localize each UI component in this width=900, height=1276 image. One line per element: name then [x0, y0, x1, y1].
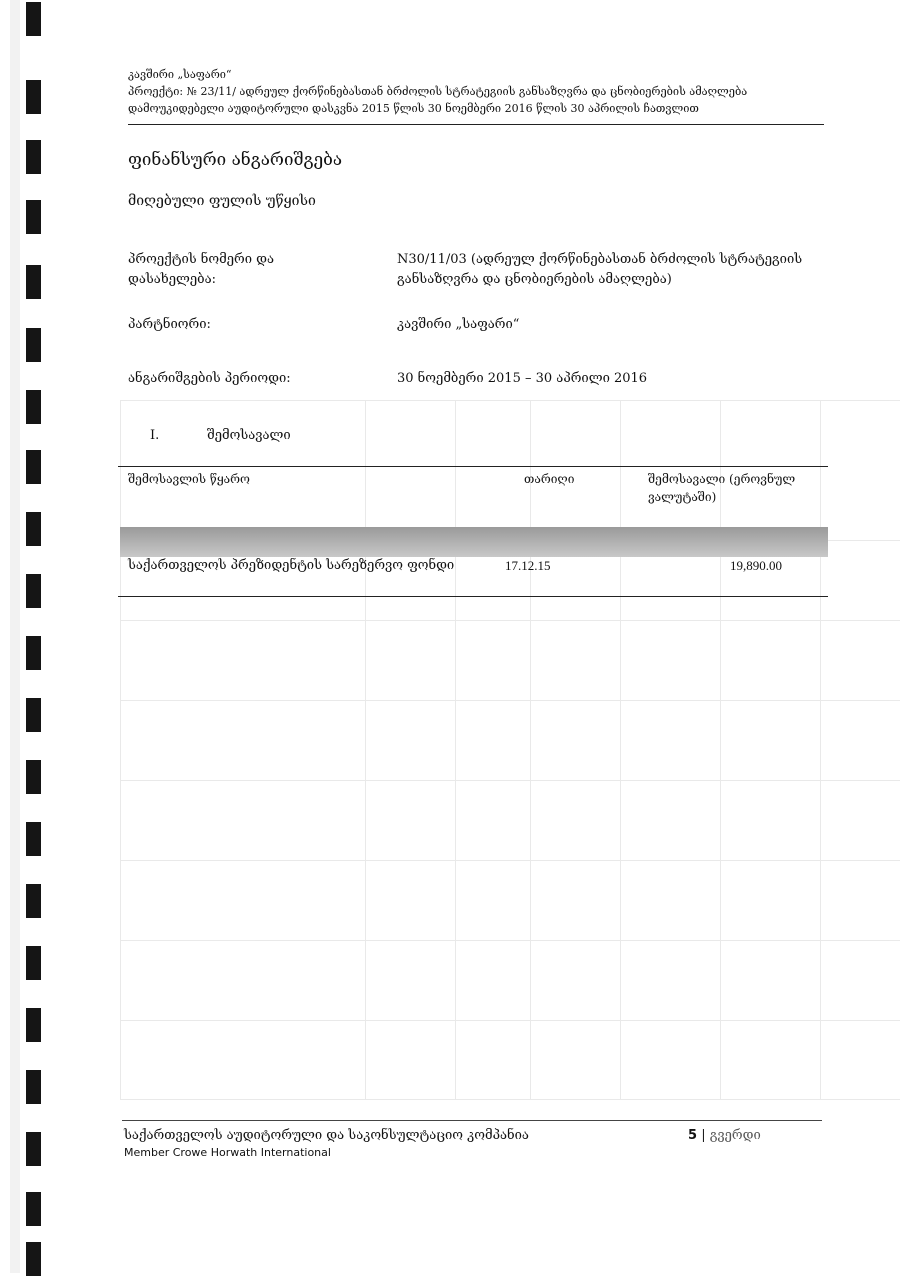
page-word: გვერდი [709, 1128, 761, 1143]
footer-member: Member Crowe Horwath International [124, 1146, 331, 1159]
binding-hole [26, 1070, 41, 1104]
page-separator: | [701, 1128, 710, 1143]
page-number [688, 1128, 761, 1143]
spiral-binding [0, 0, 60, 1273]
column-header-source: შემოსავლის წყარო [128, 472, 250, 486]
section-title: შემოსავალი [207, 428, 291, 443]
column-header-income: შემოსავალი (ეროვნულ ვალუტაში) [648, 472, 796, 504]
footer-company: საქართველოს აუდიტორული და საკონსულტაციო კომპანია [124, 1128, 529, 1143]
binding-hole [26, 1008, 41, 1042]
binding-hole [26, 1132, 41, 1166]
header-divider [128, 124, 824, 125]
section-number: I. [150, 428, 160, 443]
binding-hole [26, 1192, 41, 1226]
project-label: პროექტის ნომერი და დასახელება: [128, 252, 274, 287]
binding-spine [10, 0, 20, 1273]
document-header [128, 66, 828, 117]
binding-hole [26, 450, 41, 484]
row-amount: 19,890.00 [730, 558, 782, 573]
partner-value: კავშირი „საფარი“ [397, 317, 520, 332]
binding-hole [26, 822, 41, 856]
period-label: ანგარიშგების პერიოდი: [128, 371, 291, 386]
header-organization: კავშირი „საფარი“ [128, 68, 232, 81]
table-top-rule [118, 466, 828, 467]
binding-hole [26, 200, 41, 234]
column-header-date: თარიღი [524, 472, 575, 486]
binding-hole [26, 946, 41, 980]
project-value: N30/11/03 (ადრეულ ქორწინებასთან ბრძოლის სტრატეგიის განსაზღვრა და ცნობიერების ამაღლება) [397, 252, 803, 287]
binding-hole [26, 884, 41, 918]
header-report-title: დამოუკიდებელი აუდიტორული დასკვნა 2015 წლის 30 ნოემბერი 2016 წლის 30 აპრილის ჩათვლით [128, 102, 699, 115]
table-bottom-rule [118, 596, 828, 597]
binding-hole [26, 1242, 41, 1276]
binding-hole [26, 265, 41, 299]
binding-hole [26, 512, 41, 546]
partner-label: პარტნიორი: [128, 317, 211, 332]
row-source: საქართველოს პრეზიდენტის სარეზერვო ფონდი [128, 558, 455, 573]
page-number-value: 5 [688, 1128, 698, 1143]
binding-hole [26, 328, 41, 362]
row-date: 17.12.15 [505, 558, 551, 573]
binding-hole [26, 574, 41, 608]
binding-hole [26, 80, 41, 114]
header-project: პროექტი: № 23/11/ ადრეულ ქორწინებასთან ბრძოლის სტრატეგიის განსაზღვრა და ცნობიერების ამაღლება [128, 85, 748, 98]
binding-hole [26, 760, 41, 794]
page-title: ფინანსური ანგარიშგება [128, 150, 343, 170]
binding-hole [26, 140, 41, 174]
page-subtitle: მიღებული ფულის უწყისი [128, 193, 316, 209]
period-value: 30 ნოემბერი 2015 – 30 აპრილი 2016 [397, 371, 648, 386]
binding-hole [26, 390, 41, 424]
footer-divider [122, 1120, 822, 1121]
binding-hole [26, 2, 41, 36]
table-shaded-band [120, 527, 828, 557]
binding-hole [26, 636, 41, 670]
binding-hole [26, 698, 41, 732]
